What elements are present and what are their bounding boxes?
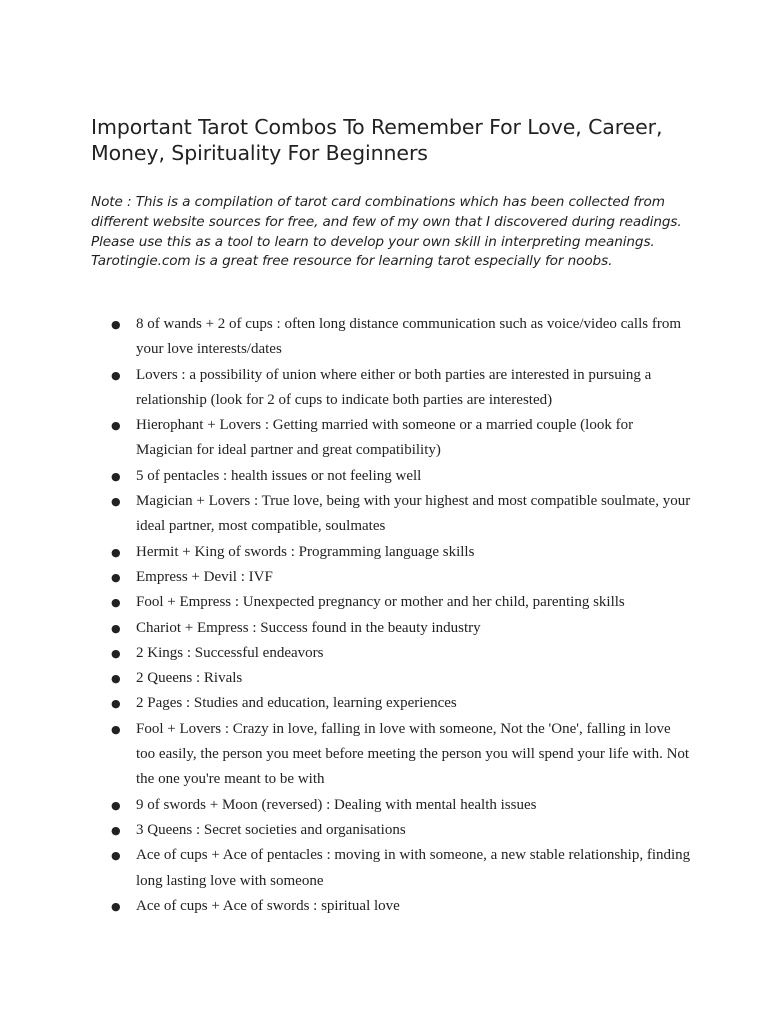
list-item bbox=[111, 464, 691, 489]
list-item bbox=[111, 818, 691, 843]
combo-text: Hierophant + Lovers : Getting married with someone or a married couple (look for Magician for ideal partner and great compatibility) bbox=[136, 417, 634, 459]
list-item bbox=[111, 616, 691, 641]
combo-text: Fool + Empress : Unexpected pregnancy or mother and her child, parenting skills bbox=[136, 594, 625, 611]
bullet-icon: ● bbox=[111, 570, 121, 584]
list-item bbox=[111, 590, 691, 615]
list-item bbox=[111, 540, 691, 565]
combo-text: 2 Kings : Successful endeavors bbox=[136, 644, 324, 661]
combo-text: Chariot + Empress : Success found in the beauty industry bbox=[136, 619, 481, 636]
list-item bbox=[111, 363, 691, 414]
list-item bbox=[111, 641, 691, 666]
bullet-icon: ● bbox=[111, 849, 121, 863]
combo-text: Fool + Lovers : Crazy in love, falling in love with someone, Not the 'One', falling in love too easily, the person you meet before meeting the person you will spend your life with. Not the one you're meant to be with bbox=[136, 720, 690, 788]
combo-text: Empress + Devil : IVF bbox=[136, 568, 273, 585]
list-item bbox=[111, 894, 691, 919]
combo-text: 5 of pentacles : health issues or not feeling well bbox=[136, 467, 422, 484]
list-item bbox=[111, 717, 691, 793]
combo-text: Hermit + King of swords : Programming language skills bbox=[136, 543, 475, 560]
bullet-icon: ● bbox=[111, 672, 121, 686]
combo-text: Magician + Lovers : True love, being with your highest and most compatible soulmate, your ideal partner, most compatible, soulmates bbox=[136, 493, 691, 535]
combo-text: 3 Queens : Secret societies and organisations bbox=[136, 821, 406, 838]
combo-text: 8 of wands + 2 of cups : often long distance communication such as voice/video calls from your love interests/dates bbox=[136, 316, 681, 358]
combo-text: Ace of cups + Ace of pentacles : moving in with someone, a new stable relationship, finding long lasting love with someone bbox=[136, 847, 691, 889]
page-title: Important Tarot Combos To Remember For Love, Career, Money, Spirituality For Beginners bbox=[91, 115, 663, 165]
intro-note: Note : This is a compilation of tarot card combinations which has been collected from different website sources for free, and few of my own that I discovered during readings. Please use this as a tool to learn to develop your own skill in interpreting meanings. Tarotingie.com is a great free resource for learning tarot especially for noobs. bbox=[91, 194, 682, 270]
list-item bbox=[111, 793, 691, 818]
list-item bbox=[111, 489, 691, 540]
bullet-icon: ● bbox=[111, 646, 121, 660]
bullet-icon: ● bbox=[111, 368, 121, 382]
combo-text: 2 Pages : Studies and education, learning experiences bbox=[136, 695, 457, 712]
bullet-icon: ● bbox=[111, 722, 121, 736]
bullet-icon: ● bbox=[111, 596, 121, 610]
list-item bbox=[111, 312, 691, 363]
bullet-icon: ● bbox=[111, 419, 121, 433]
list-item bbox=[111, 413, 691, 464]
combo-text: Lovers : a possibility of union where either or both parties are interested in pursuing a relationship (look for 2 of cups to indicate both parties are interested) bbox=[136, 366, 652, 408]
bullet-icon: ● bbox=[111, 469, 121, 483]
list-item bbox=[111, 565, 691, 590]
bullet-icon: ● bbox=[111, 318, 121, 331]
bullet-icon: ● bbox=[111, 697, 121, 711]
combo-text: Ace of cups + Ace of swords : spiritual love bbox=[136, 897, 400, 914]
combo-text: 2 Queens : Rivals bbox=[136, 670, 243, 687]
list-item bbox=[111, 691, 691, 716]
bullet-icon: ● bbox=[111, 545, 121, 559]
list-item bbox=[111, 843, 691, 894]
bullet-icon: ● bbox=[111, 823, 121, 837]
combo-text: 9 of swords + Moon (reversed) : Dealing with mental health issues bbox=[136, 796, 537, 813]
bullet-icon: ● bbox=[111, 899, 121, 913]
bullet-icon: ● bbox=[111, 621, 121, 635]
combo-list bbox=[111, 312, 691, 919]
bullet-icon: ● bbox=[111, 495, 121, 509]
list-item bbox=[111, 666, 691, 691]
bullet-icon: ● bbox=[111, 798, 121, 812]
